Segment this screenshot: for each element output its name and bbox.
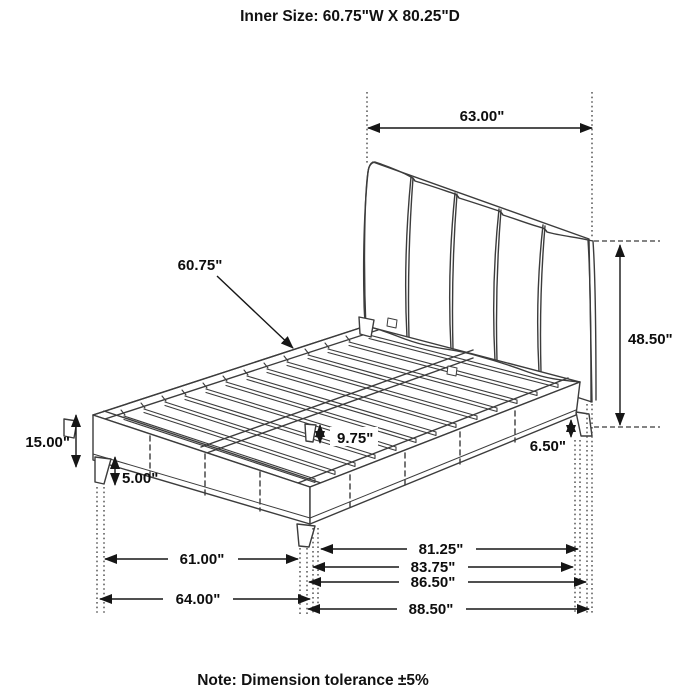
headboard-left-leg bbox=[359, 317, 374, 337]
dim-headboard-width bbox=[368, 108, 592, 128]
dim-depth-frame bbox=[309, 574, 586, 591]
dim-label-depth-inner-legs: 81.25" bbox=[418, 541, 464, 558]
slat-clip bbox=[447, 366, 457, 376]
dim-label-depth-overall: 88.50" bbox=[408, 601, 454, 618]
slat-clip bbox=[387, 318, 397, 328]
dim-label-slat-width: 60.75" bbox=[177, 257, 223, 274]
dim-depth-inner-legs bbox=[321, 541, 578, 558]
dim-label-depth-frame: 86.50" bbox=[410, 574, 456, 591]
tolerance-note: Note: Dimension tolerance ±5% bbox=[197, 672, 429, 689]
dim-label-width-inner-legs: 61.00" bbox=[179, 551, 225, 568]
dim-label-headboard-height: 48.50" bbox=[628, 331, 673, 348]
dim-label-frame-side-height: 15.00" bbox=[25, 434, 70, 451]
dim-label-width-overall: 64.00" bbox=[175, 591, 221, 608]
page-title: Inner Size: 60.75"W X 80.25"D bbox=[240, 8, 460, 25]
dim-label-front-leg-height: 5.00" bbox=[122, 470, 159, 487]
front-leg bbox=[297, 524, 315, 547]
dim-depth-overall bbox=[308, 601, 589, 618]
dim-width-overall bbox=[100, 591, 310, 608]
dim-label-slat-spacing: 9.75" bbox=[337, 430, 374, 447]
dim-label-depth-slat-area: 83.75" bbox=[410, 559, 456, 576]
dim-width-inner-legs bbox=[105, 551, 298, 568]
dim-label-headboard-width: 63.00" bbox=[459, 108, 505, 125]
bed-drawing bbox=[64, 162, 596, 547]
dim-headboard-height bbox=[620, 245, 673, 425]
foot-left-leg bbox=[95, 457, 111, 484]
dim-slat-width bbox=[178, 257, 293, 348]
headboard-right-leg bbox=[576, 412, 592, 436]
dim-label-rear-leg-height: 6.50" bbox=[529, 438, 566, 455]
